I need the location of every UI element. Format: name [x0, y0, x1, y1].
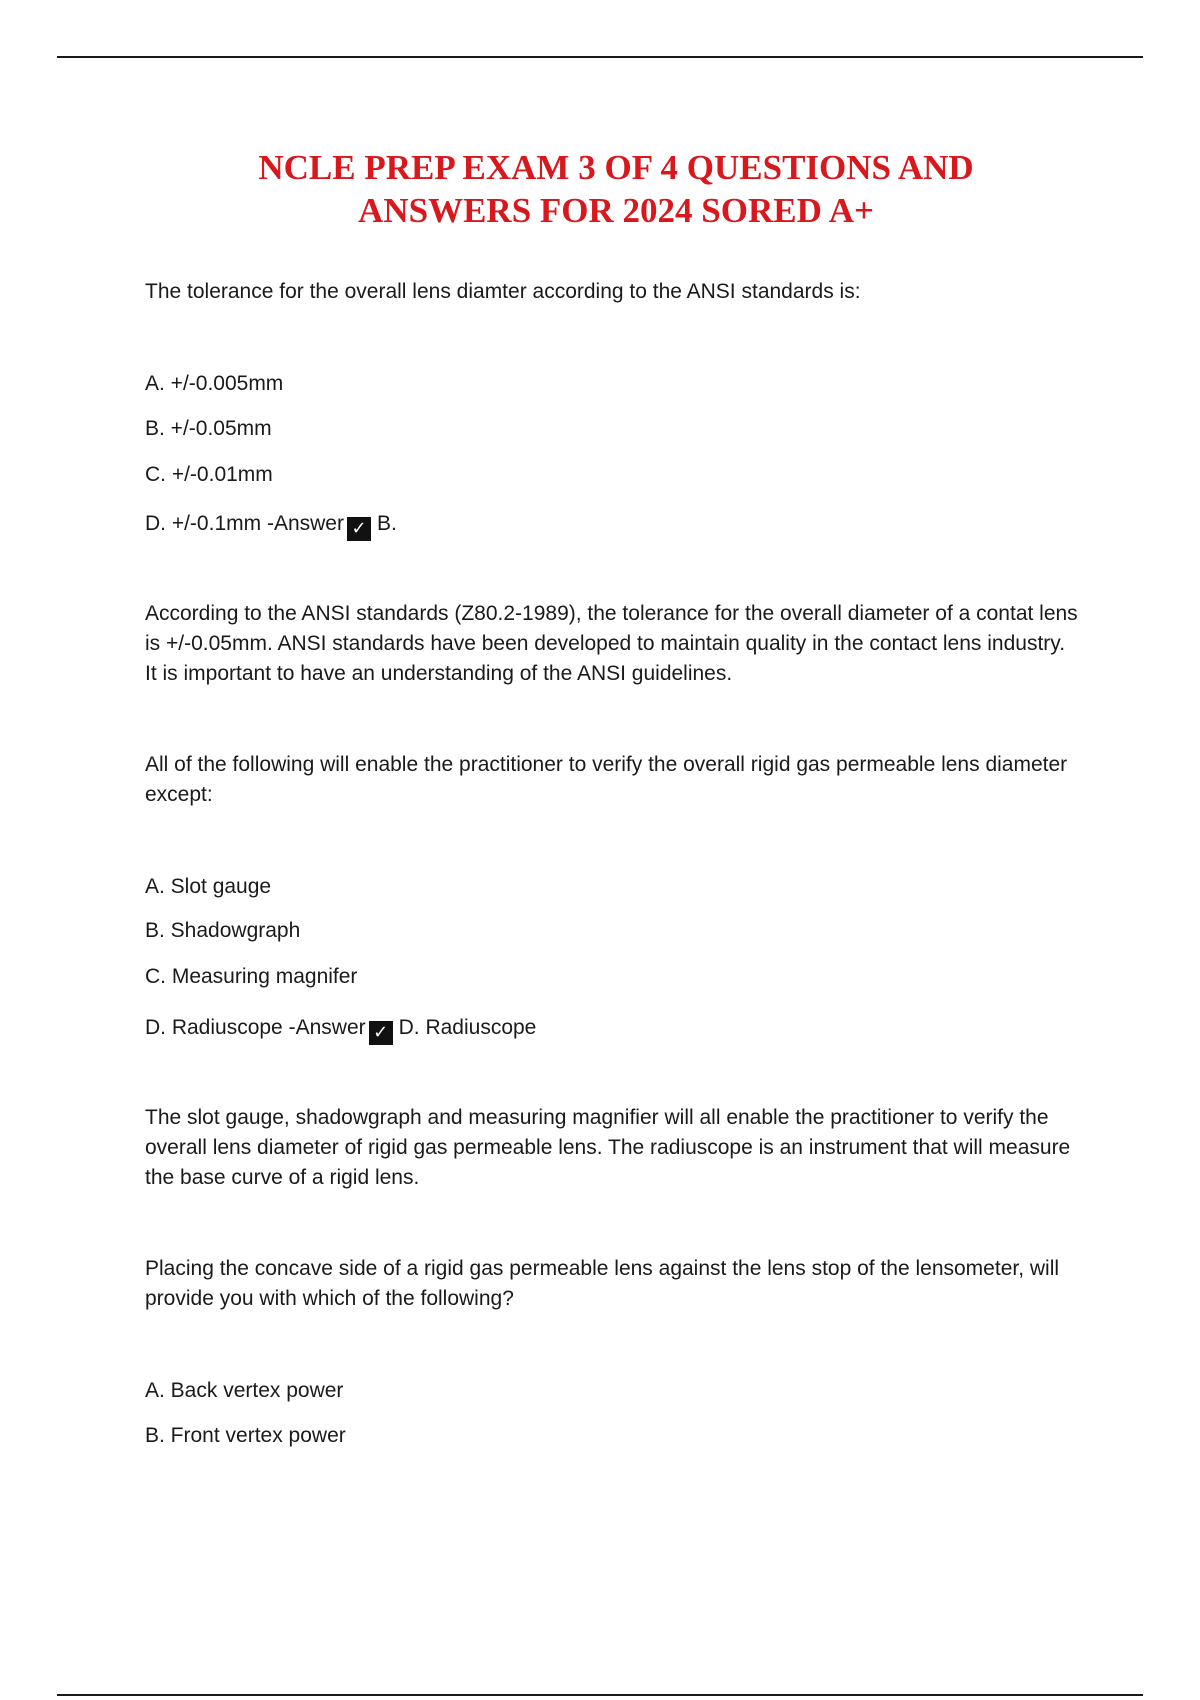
header-rule — [57, 56, 1143, 58]
q1-option-d-with-answer — [145, 509, 397, 541]
q1-explanation: According to the ANSI standards (Z80.2-1989), the tolerance for the overall diameter of a contat lens is +/-0.05mm. ANSI standards have been developed to maintain quality in the contact lens industry. It is important to have an understanding of the ANSI guidelines. — [145, 602, 1078, 685]
title-line-2: ANSWERS FOR 2024 SORED A+ — [358, 191, 874, 230]
q2-option-c: C. Measuring magnifer — [145, 965, 358, 988]
checkmark-icon: ✓ — [369, 1021, 393, 1045]
q3-option-b: B. Front vertex power — [145, 1424, 346, 1447]
q2-explanation: The slot gauge, shadowgraph and measuring magnifier will all enable the practitioner to verify the overall lens diameter of rigid gas permeable lens. The radiuscope is an instrument that will measure the base curve of a rigid lens. — [145, 1106, 1071, 1189]
q3-option-a: A. Back vertex power — [145, 1379, 344, 1402]
q1-option-b: B. +/-0.05mm — [145, 417, 272, 440]
q2-answer-label: -Answer — [288, 1016, 366, 1039]
q1-answer-label: -Answer — [266, 512, 344, 535]
question-1-text: The tolerance for the overall lens diamter according to the ANSI standards is: — [145, 280, 861, 303]
q2-option-d-with-answer — [145, 1013, 536, 1045]
question-3-text: Placing the concave side of a rigid gas permeable lens against the lens stop of the lensometer, will provide you with which of the following? — [145, 1257, 1060, 1310]
q2-option-a: A. Slot gauge — [145, 875, 272, 898]
q2-answer-value: D. Radiuscope — [398, 1016, 537, 1039]
q1-option-d: D. +/-0.1mm — [145, 512, 262, 535]
q1-option-a: A. +/-0.005mm — [145, 372, 284, 395]
checkmark-icon: ✓ — [347, 517, 371, 541]
footer-rule — [57, 1694, 1143, 1696]
q2-option-d: D. Radiuscope — [145, 1016, 283, 1039]
question-2-text: All of the following will enable the practitioner to verify the overall rigid gas permeable lens diameter except: — [145, 753, 1068, 806]
q1-option-c: C. +/-0.01mm — [145, 463, 273, 486]
q2-option-b: B. Shadowgraph — [145, 919, 301, 942]
q1-answer-value: B. — [376, 512, 397, 535]
title-line-1: NCLE PREP EXAM 3 OF 4 QUESTIONS AND — [258, 148, 974, 187]
page-title — [0, 146, 1200, 232]
